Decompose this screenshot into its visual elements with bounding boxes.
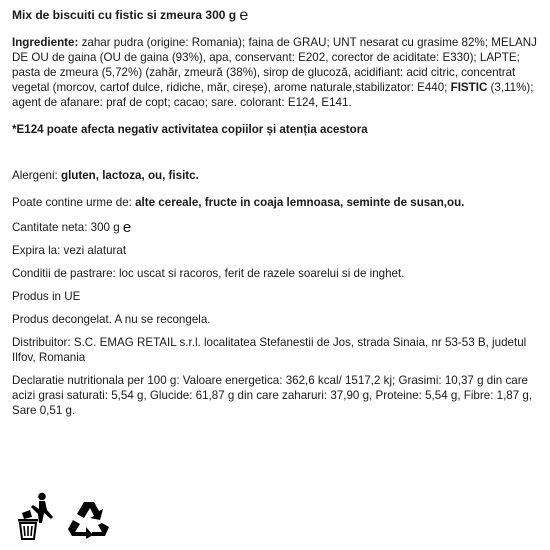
storage-conditions: Conditii de pastrare: loc uscat si racoros, ferit de razele soarelui si de inghet.: [12, 267, 405, 280]
traces-value: alte cereale, fructe in coaja lemnoasa, seminte de susan,ou.: [135, 196, 465, 209]
allergens: [12, 168, 540, 183]
disposal-icons: [12, 492, 112, 540]
product-title-text: Mix de biscuiti cu fistic si zmeura 300 g: [12, 8, 237, 22]
ingredients: [12, 35, 540, 110]
net-quantity-label: Cantitate neta: 300 g: [12, 221, 123, 234]
product-title: [12, 8, 540, 23]
ingredients-fistic: FISTIC: [450, 81, 488, 94]
ingredients-text-2: (3,11%); agent de afanare: praf de copt; cacao; sare. colorant: E124, E141.: [12, 81, 534, 109]
traces-label: Poate contine urme de:: [12, 196, 136, 209]
net-quantity-estimated-mark: e: [122, 219, 132, 236]
distributor: Distribuitor: S.C. EMAG RETAIL s.r.l. localitatea Stefanestii de Jos, strada Sinaia, nr 53-53 B, judetul Ilfov, Romania: [12, 336, 527, 364]
e124-warning: *E124 poate afecta negativ activitatea copiilor și atenția acestora: [12, 123, 368, 136]
nutrition-declaration: Declaratie nutritionala per 100 g: Valoare energetica: 362,6 kcal/ 1517,2 kj; Grasimi: 10,37 g din care acizi grasi saturati: 5,54 g, Glucide: 61,87 g din care zaharuri: 37,90 g, Proteine: 5,54 g, Fibre: 1,87 g, Sare 0,51 g.: [12, 374, 533, 417]
allergens-value: gluten, lactoza, ou, fisitc.: [60, 169, 199, 182]
ingredients-text-1: zahar pudra (origine: Romania); faina de GRAU; UNT nesarat cu grasime 82%; MELANJ DE OU de gaina (OU de gaina (93%), apa, conservant: E202, corector de aciditate: E330); LAPTE; pasta de zmeura (5,72%) (zahăr, zmeură (38%), sirop de glucoză, acidifiant: acid citric, concentrat vegetal (morcov, cartof dulce, ridiche, măr, cireșe), arome naturale,stabilizator: E440;: [12, 36, 537, 94]
origin: Produs in UE: [12, 290, 81, 303]
traces: [12, 195, 540, 210]
estimated-mark: e: [239, 7, 249, 24]
net-quantity: [12, 220, 540, 235]
frozen-notice: Produs decongelat. A nu se recongela.: [12, 313, 211, 326]
allergens-label: Alergeni:: [12, 169, 61, 182]
label-document: [12, 8, 540, 418]
ingredients-label: Ingrediente:: [12, 36, 79, 49]
recycle-icon: [66, 498, 112, 540]
tidyman-waste-bin-icon: [12, 492, 58, 540]
expiry: Expira la: vezi alaturat: [12, 244, 127, 257]
